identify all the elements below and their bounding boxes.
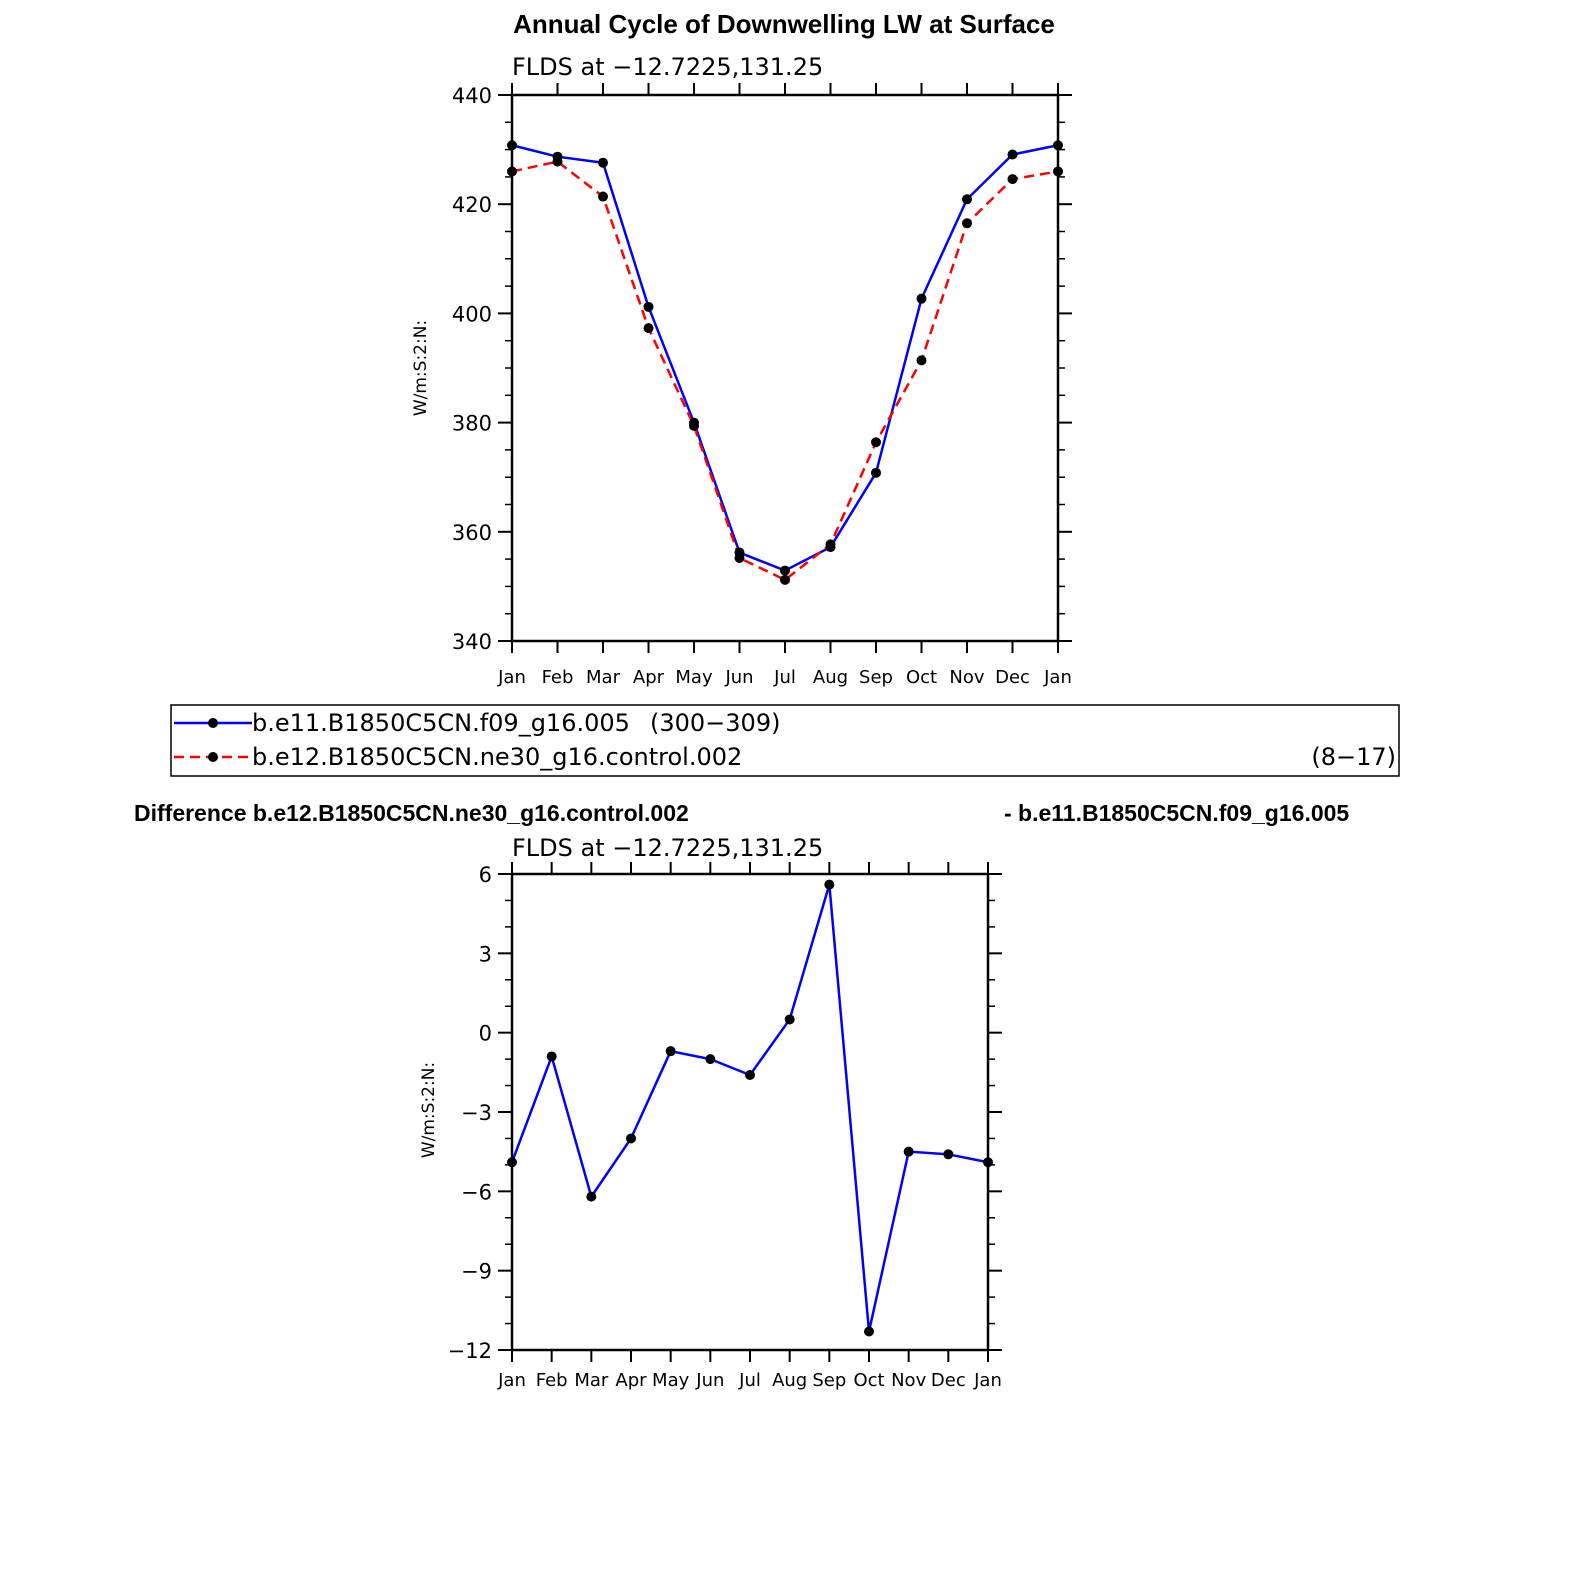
- x-tick-label: Oct: [905, 667, 938, 688]
- difference-chart-title-right: - b.e11.B1850C5CN.f09_g16.005: [1004, 800, 1350, 826]
- series-1-point: [507, 1157, 517, 1167]
- x-tick-label: Apr: [632, 667, 665, 688]
- x-tick-label: Feb: [541, 667, 574, 688]
- x-tick-label: Jul: [739, 1370, 761, 1391]
- difference-chart-marks: [507, 880, 993, 1337]
- series-2-point: [962, 218, 972, 228]
- series-2-point: [826, 539, 836, 549]
- legend-marker-series-1: [208, 718, 218, 728]
- x-tick-label: Aug: [772, 1370, 808, 1391]
- series-2-point: [553, 157, 563, 167]
- series-1-point: [780, 566, 790, 576]
- x-tick-label: Jun: [725, 667, 754, 688]
- series-1-point: [598, 158, 608, 168]
- series-2-point: [780, 575, 790, 585]
- series-1-point: [507, 140, 517, 150]
- x-tick-label: May: [652, 1370, 690, 1391]
- top-chart: [411, 9, 1072, 688]
- top-chart-axes: [452, 83, 1072, 688]
- series-1-point: [864, 1326, 874, 1336]
- series-2-point: [598, 192, 608, 202]
- legend-marker-series-2: [208, 752, 218, 762]
- y-tick-label: −12: [447, 1339, 492, 1363]
- y-tick-label: −9: [461, 1259, 492, 1284]
- series-1-point: [1008, 150, 1018, 160]
- series-1-point: [983, 1157, 993, 1167]
- y-tick-label: 440: [451, 84, 492, 108]
- y-tick-label: 380: [451, 411, 492, 436]
- x-tick-label: Jan: [974, 1370, 1002, 1391]
- x-tick-label: Jan: [1044, 667, 1072, 688]
- x-tick-label: Sep: [812, 1370, 847, 1391]
- top-chart-y-axis-label: W/m:S:2:N:: [411, 319, 431, 417]
- top-chart-subtitle: FLDS at −12.7225,131.25: [512, 53, 824, 81]
- plot-frame: [512, 95, 1058, 641]
- series-1-point: [1053, 140, 1063, 150]
- difference-chart-axes: [448, 862, 1002, 1391]
- y-tick-label: −3: [461, 1101, 492, 1125]
- difference-chart-y-axis-label: W/m:S:2:N:: [419, 1061, 439, 1159]
- series-1-point: [917, 294, 927, 304]
- series-line-2: [512, 162, 1058, 580]
- x-tick-label: Feb: [535, 1370, 568, 1391]
- series-line-1: [512, 145, 1058, 570]
- series-1-point: [705, 1054, 715, 1064]
- series-1-point: [962, 194, 972, 204]
- series-1-point: [547, 1051, 557, 1061]
- y-tick-label: 6: [478, 863, 492, 887]
- series-2-point: [689, 421, 699, 431]
- series-1-point: [904, 1147, 914, 1157]
- series-1-point: [943, 1149, 953, 1159]
- legend: [171, 705, 1399, 776]
- y-tick-label: 420: [451, 193, 492, 218]
- series-1-point: [785, 1014, 795, 1024]
- x-tick-label: Sep: [859, 667, 893, 688]
- x-tick-label: May: [675, 667, 713, 688]
- series-2-point: [735, 553, 745, 563]
- series-2-point: [871, 437, 881, 447]
- legend-years-series-1: (300−309): [650, 709, 781, 737]
- series-2-point: [644, 323, 654, 333]
- legend-label-series-1: b.e11.B1850C5CN.f09_g16.005: [252, 709, 630, 737]
- y-tick-label: 340: [451, 630, 492, 654]
- x-tick-label: Nov: [891, 1370, 927, 1391]
- difference-chart: [134, 800, 1349, 1391]
- x-tick-label: Jan: [498, 667, 526, 688]
- y-tick-label: 3: [478, 942, 492, 967]
- legend-years-series-2: (8−17): [1311, 743, 1396, 771]
- top-chart-marks: [507, 140, 1063, 585]
- top-chart-title: Annual Cycle of Downwelling LW at Surface: [513, 9, 1055, 39]
- x-tick-label: Dec: [930, 1370, 966, 1391]
- series-line-1: [512, 885, 988, 1332]
- y-tick-label: 400: [451, 302, 492, 327]
- series-1-point: [745, 1070, 755, 1080]
- series-2-point: [917, 355, 927, 365]
- x-tick-label: Dec: [995, 667, 1030, 688]
- y-tick-label: 360: [451, 520, 492, 545]
- plot-frame: [512, 874, 988, 1350]
- series-2-point: [1053, 166, 1063, 176]
- series-1-point: [586, 1192, 596, 1202]
- difference-chart-subtitle: FLDS at −12.7225,131.25: [512, 834, 824, 862]
- x-tick-label: Nov: [949, 667, 985, 688]
- series-1-point: [871, 468, 881, 478]
- series-1-point: [626, 1133, 636, 1143]
- x-tick-label: Aug: [812, 667, 849, 688]
- x-tick-label: Jul: [774, 667, 796, 688]
- x-tick-label: Mar: [586, 667, 620, 688]
- series-1-point: [644, 302, 654, 312]
- y-tick-label: −6: [461, 1180, 492, 1205]
- x-tick-label: Mar: [574, 1370, 609, 1391]
- y-tick-label: 0: [478, 1021, 492, 1046]
- x-tick-label: Jun: [696, 1370, 725, 1391]
- x-tick-label: Oct: [853, 1370, 885, 1391]
- series-1-point: [666, 1046, 676, 1056]
- series-2-point: [1008, 174, 1018, 184]
- x-tick-label: Apr: [615, 1370, 647, 1391]
- series-1-point: [824, 880, 834, 890]
- difference-chart-title: Difference b.e12.B1850C5CN.ne30_g16.control.002: [134, 800, 689, 826]
- legend-label-series-2: b.e12.B1850C5CN.ne30_g16.control.002: [252, 743, 743, 771]
- x-tick-label: Jan: [498, 1370, 526, 1391]
- series-2-point: [507, 166, 517, 176]
